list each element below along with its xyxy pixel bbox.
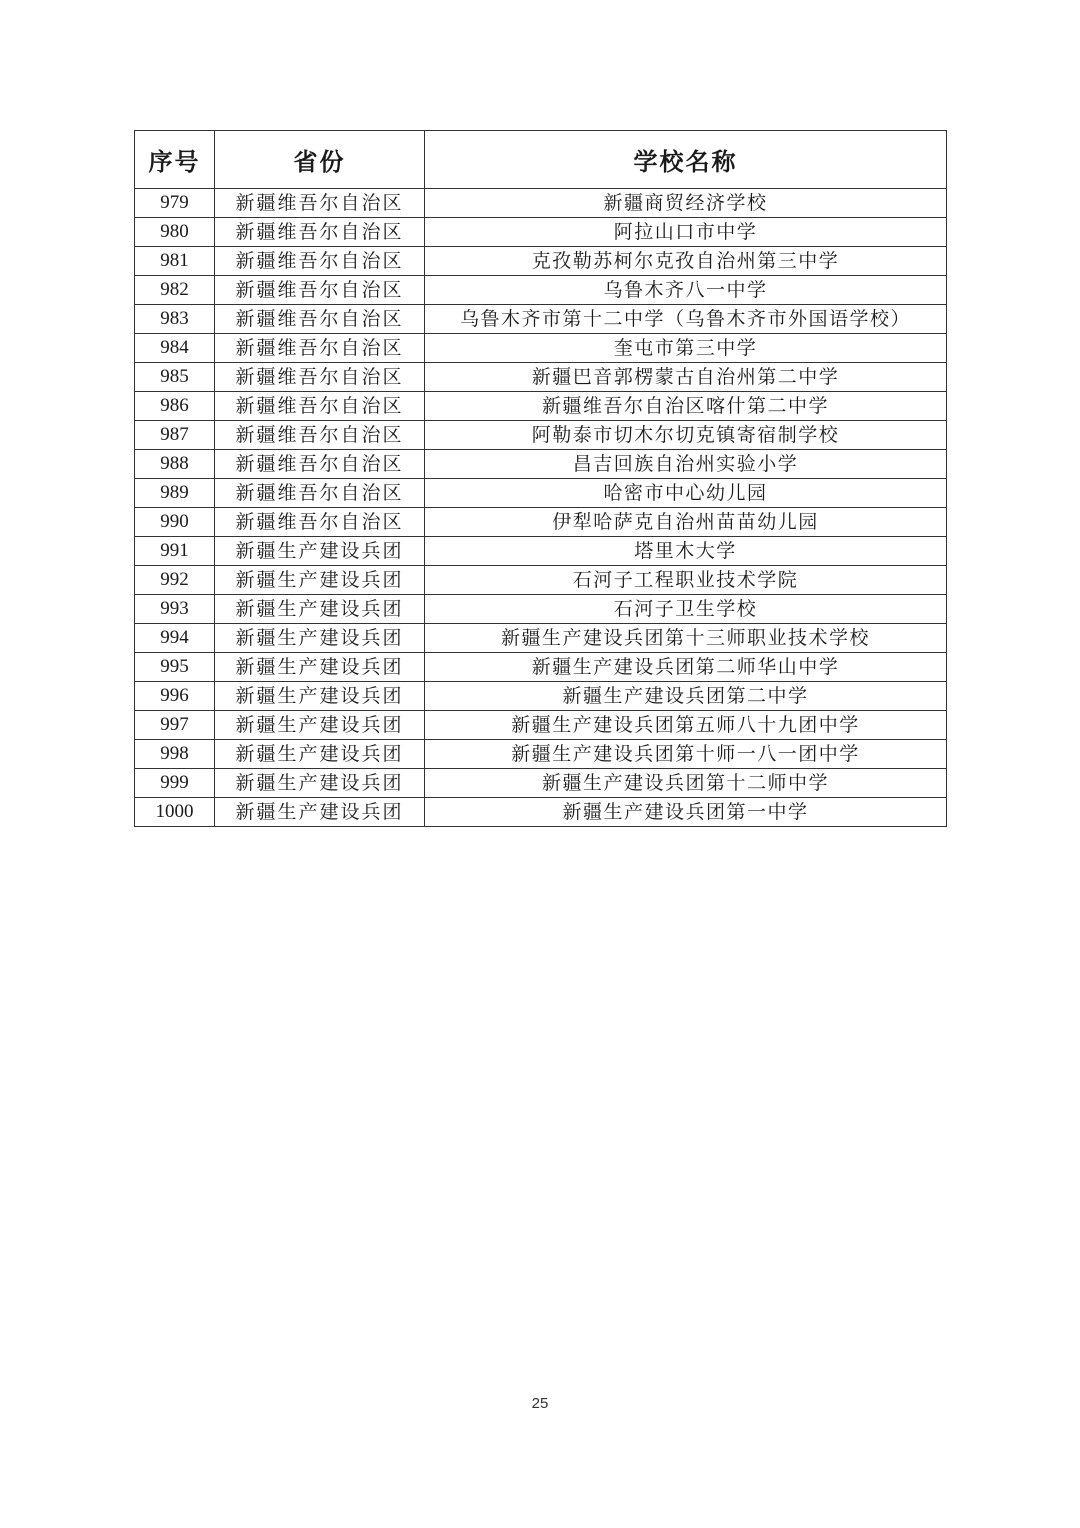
row-number: 991 — [135, 537, 215, 566]
row-province: 新疆维吾尔自治区 — [215, 334, 425, 363]
table-row — [135, 363, 947, 392]
table-row — [135, 711, 947, 740]
table-row — [135, 566, 947, 595]
row-number: 985 — [135, 363, 215, 392]
row-school-name: 石河子卫生学校 — [425, 595, 947, 624]
page-number: 25 — [531, 1395, 549, 1412]
table-row — [135, 537, 947, 566]
row-province: 新疆维吾尔自治区 — [215, 450, 425, 479]
row-number: 997 — [135, 711, 215, 740]
row-number: 998 — [135, 740, 215, 769]
row-number: 989 — [135, 479, 215, 508]
row-province: 新疆生产建设兵团 — [215, 740, 425, 769]
row-number: 996 — [135, 682, 215, 711]
row-school-name: 新疆生产建设兵团第十三师职业技术学校 — [425, 624, 947, 653]
row-number: 981 — [135, 247, 215, 276]
table-row — [135, 595, 947, 624]
row-school-name: 石河子工程职业技术学院 — [425, 566, 947, 595]
row-province: 新疆维吾尔自治区 — [215, 218, 425, 247]
row-school-name: 奎屯市第三中学 — [425, 334, 947, 363]
row-school-name: 昌吉回族自治州实验小学 — [425, 450, 947, 479]
row-province: 新疆生产建设兵团 — [215, 711, 425, 740]
table-row — [135, 334, 947, 363]
row-province: 新疆生产建设兵团 — [215, 624, 425, 653]
table-row — [135, 276, 947, 305]
row-province: 新疆维吾尔自治区 — [215, 305, 425, 334]
row-number: 979 — [135, 189, 215, 218]
table-row — [135, 798, 947, 827]
row-province: 新疆维吾尔自治区 — [215, 363, 425, 392]
table-row — [135, 305, 947, 334]
table-row — [135, 508, 947, 537]
table-header — [135, 131, 947, 189]
row-number: 987 — [135, 421, 215, 450]
row-number: 999 — [135, 769, 215, 798]
row-province: 新疆维吾尔自治区 — [215, 189, 425, 218]
row-province: 新疆生产建设兵团 — [215, 769, 425, 798]
row-school-name: 阿拉山口市中学 — [425, 218, 947, 247]
row-school-name: 新疆生产建设兵团第五师八十九团中学 — [425, 711, 947, 740]
row-school-name: 塔里木大学 — [425, 537, 947, 566]
table-row — [135, 479, 947, 508]
row-number: 992 — [135, 566, 215, 595]
row-number: 986 — [135, 392, 215, 421]
row-number: 995 — [135, 653, 215, 682]
row-number: 1000 — [135, 798, 215, 827]
table-row — [135, 653, 947, 682]
row-province: 新疆维吾尔自治区 — [215, 421, 425, 450]
row-province: 新疆生产建设兵团 — [215, 798, 425, 827]
table-row — [135, 450, 947, 479]
header-row — [135, 131, 947, 189]
school-list-table — [134, 130, 947, 827]
row-province: 新疆维吾尔自治区 — [215, 392, 425, 421]
row-province: 新疆维吾尔自治区 — [215, 508, 425, 537]
header-province: 省份 — [215, 131, 425, 189]
row-province: 新疆生产建设兵团 — [215, 566, 425, 595]
row-number: 983 — [135, 305, 215, 334]
row-school-name: 乌鲁木齐市第十二中学（乌鲁木齐市外国语学校） — [425, 305, 947, 334]
row-school-name: 新疆商贸经济学校 — [425, 189, 947, 218]
row-number: 990 — [135, 508, 215, 537]
row-number: 988 — [135, 450, 215, 479]
row-province: 新疆生产建设兵团 — [215, 653, 425, 682]
row-school-name: 阿勒泰市切木尔切克镇寄宿制学校 — [425, 421, 947, 450]
table-row — [135, 392, 947, 421]
row-school-name: 克孜勒苏柯尔克孜自治州第三中学 — [425, 247, 947, 276]
table-row — [135, 247, 947, 276]
header-number: 序号 — [135, 131, 215, 189]
row-school-name: 新疆生产建设兵团第十二师中学 — [425, 769, 947, 798]
row-school-name: 新疆生产建设兵团第十师一八一团中学 — [425, 740, 947, 769]
row-school-name: 新疆维吾尔自治区喀什第二中学 — [425, 392, 947, 421]
row-number: 984 — [135, 334, 215, 363]
table-row — [135, 682, 947, 711]
row-school-name: 新疆生产建设兵团第一中学 — [425, 798, 947, 827]
row-province: 新疆生产建设兵团 — [215, 682, 425, 711]
row-number: 994 — [135, 624, 215, 653]
row-province: 新疆生产建设兵团 — [215, 537, 425, 566]
table-row — [135, 624, 947, 653]
row-province: 新疆维吾尔自治区 — [215, 479, 425, 508]
row-number: 980 — [135, 218, 215, 247]
table-row — [135, 769, 947, 798]
row-school-name: 新疆生产建设兵团第二师华山中学 — [425, 653, 947, 682]
row-school-name: 新疆巴音郭楞蒙古自治州第二中学 — [425, 363, 947, 392]
row-province: 新疆生产建设兵团 — [215, 595, 425, 624]
table-body — [135, 189, 947, 827]
row-school-name: 新疆生产建设兵团第二中学 — [425, 682, 947, 711]
header-school-name: 学校名称 — [425, 131, 947, 189]
row-number: 982 — [135, 276, 215, 305]
table-row — [135, 189, 947, 218]
row-number: 993 — [135, 595, 215, 624]
table-row — [135, 421, 947, 450]
table-row — [135, 218, 947, 247]
row-province: 新疆维吾尔自治区 — [215, 247, 425, 276]
row-school-name: 乌鲁木齐八一中学 — [425, 276, 947, 305]
row-school-name: 伊犁哈萨克自治州苗苗幼儿园 — [425, 508, 947, 537]
row-province: 新疆维吾尔自治区 — [215, 276, 425, 305]
row-school-name: 哈密市中心幼儿园 — [425, 479, 947, 508]
table-row — [135, 740, 947, 769]
